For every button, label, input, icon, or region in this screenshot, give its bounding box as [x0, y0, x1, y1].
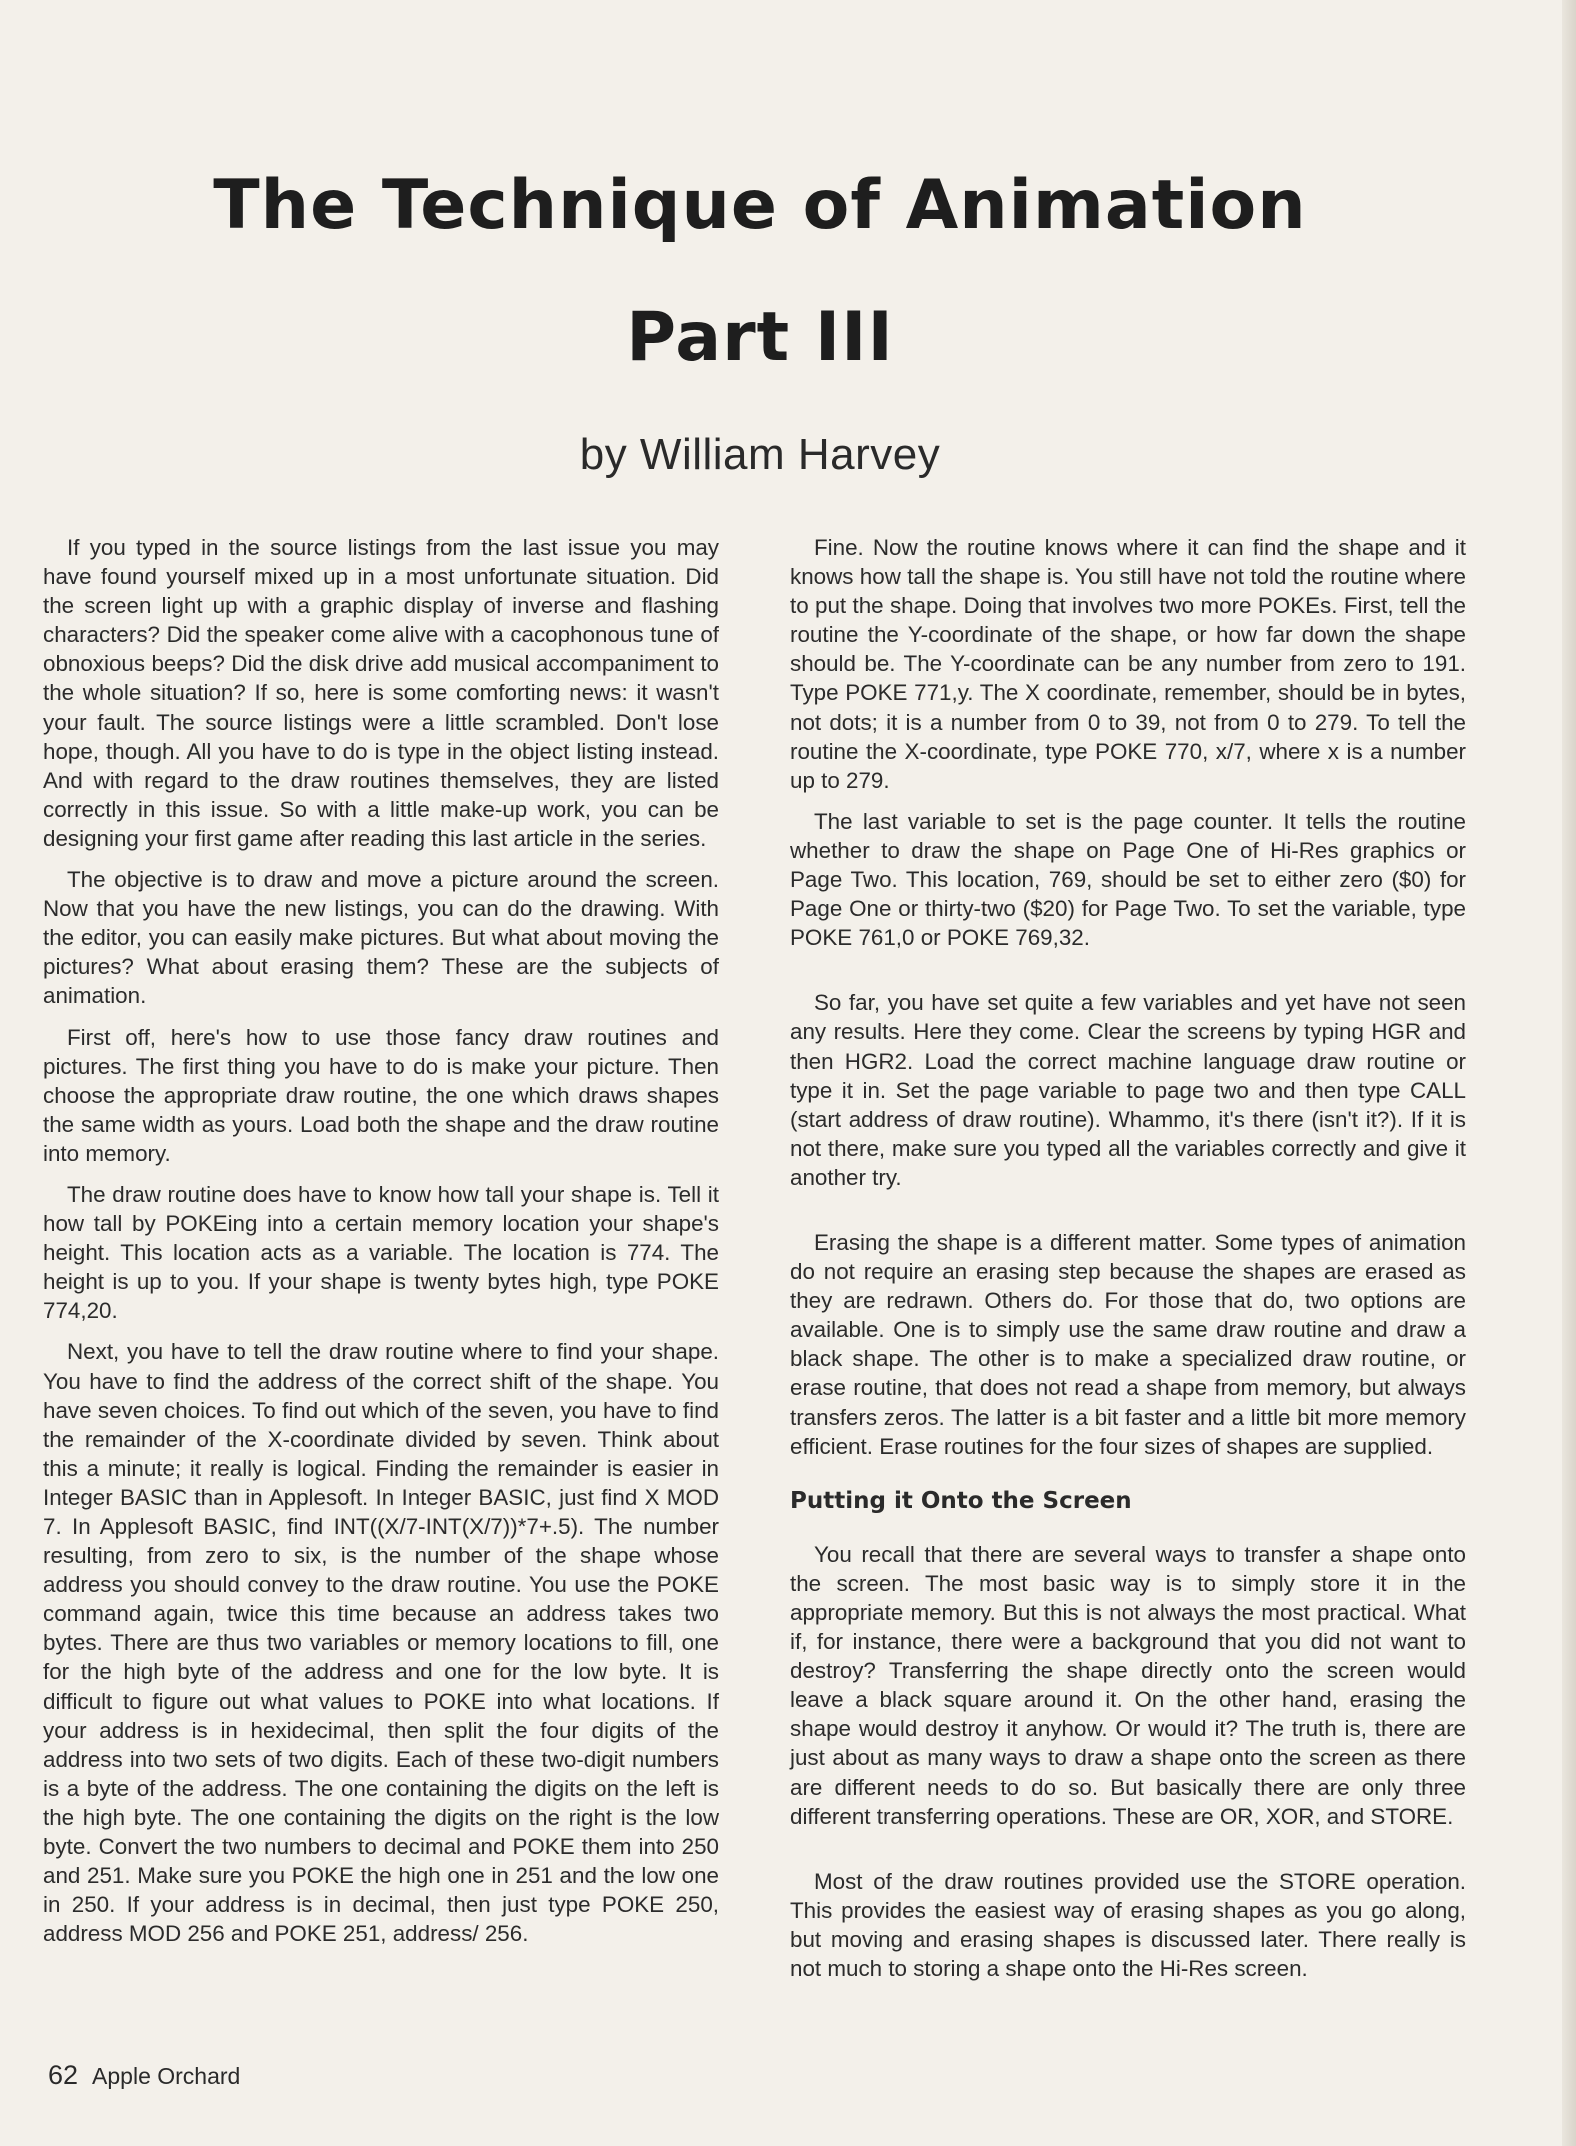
paragraph: Next, you have to tell the draw routine where to find your shape. You have to find the address of the correct shift of the shape. You have seven choices. To find out which of the seven, you have to find the remainder of the X-coordinate divided by seven. Think about this a minute; it really is logical. Finding the remainder is easier in Integer BASIC than in Applesoft. In Integer BASIC, just find X MOD 7. In Applesoft BASIC, find INT((X/7-INT(X/7))*7+.5). The number resulting, from zero to six, is the number of the shape whose address you should convey to the draw routine. You use the POKE command again, twice this time because an address takes two bytes. There are thus two variables or memory locations to fill, one for the high byte of the address and one for the low byte. It is difficult to figure out what values to POKE into what locations. If your address is in hexidecimal, then split the four digits of the address into two sets of two digits. Each of these two-digit numbers is a byte of the address. The one containing the digits on the left is the high byte. The one containing the digits on the right is the low byte. Convert the two numbers to decimal and POKE them into 250 and 251. Make sure you POKE the high one in 251 and the low one in 250. If your address is in decimal, then just type POKE 250, address MOD 256 and POKE 251, address/ 256. [43, 1339, 719, 1947]
page-footer [48, 2060, 240, 2091]
section-heading: Putting it Onto the Screen [790, 1487, 1132, 1514]
paragraph: Fine. Now the routine knows where it can find the shape and it knows how tall the shape is. You still have not told the routine where to put the shape. Doing that involves two more POKEs. First, tell the routine the Y-coordinate of the shape, or how far down the shape should be. The Y-coordinate can be any number from zero to 191. Type POKE 771,y. The X coordinate, remember, should be in bytes, not dots; it is a number from 0 to 39, not from 0 to 279. To tell the routine the X-coordinate, type POKE 770, x/7, where x is a number up to 279. [790, 535, 1466, 793]
paragraph: Most of the draw routines provided use the STORE operation. This provides the easiest way of erasing shapes as you go along, but moving and erasing shapes is discussed later. There really is not much to storing a shape onto the Hi-Res screen. [790, 1868, 1466, 1982]
left-column [43, 533, 719, 1960]
right-column [790, 533, 1466, 1995]
article-subtitle: Part III [626, 298, 894, 377]
paragraph: You recall that there are several ways to transfer a shape onto the screen. The most basic way is to simply store it in the appropriate memory. But this is not always the most practical. What if, for instance, there were a background that you did not want to destroy? Transferring the shape directly onto the screen would leave a black square around it. On the other hand, erasing the shape would destroy it anyhow. Or would it? The truth is, there are just about as many ways to draw a shape onto the screen as there are different needs to do so. But basically there are only three different transferring operations. These are OR, XOR, and STORE. [790, 1541, 1466, 1829]
paragraph: The last variable to set is the page counter. It tells the routine whether to draw the shape on Page One of Hi-Res graphics or Page Two. This location, 769, should be set to either zero ($0) for Page One or thirty-two ($20) for Page Two. To set the variable, type POKE 761,0 or POKE 769,32. [790, 808, 1466, 951]
paragraph: So far, you have set quite a few variables and yet have not seen any results. Here they come. Clear the screens by typing HGR and then HGR2. Load the correct machine language draw routine or type it in. Set the page variable to page two and then type CALL (start address of draw routine). Whammo, it's there (isn't it?). If it is not there, make sure you typed all the variables correctly and give it another try. [790, 990, 1466, 1190]
paragraph: First off, here's how to use those fancy draw routines and pictures. The first thing you have to do is make your picture. Then choose the appropriate draw routine, the one which draws shapes the same width as yours. Load both the shape and the draw routine into memory. [43, 1024, 719, 1166]
paragraph: The objective is to draw and move a picture around the screen. Now that you have the new listings, you can do the drawing. With the editor, you can easily make pictures. But what about moving the pictures? What about erasing them? These are the subjects of animation. [43, 867, 719, 1009]
paragraph: Erasing the shape is a different matter. Some types of animation do not require an erasing step because the shapes are erased as they are redrawn. Others do. For those that do, two options are available. One is to simply use the same draw routine and draw a black shape. The other is to make a specialized draw routine, or erase routine, that does not read a shape from memory, but always transfers zeros. The latter is a bit faster and a little bit more memory efficient. Erase routines for the four sizes of shapes are supplied. [790, 1229, 1466, 1459]
page-edge [1562, 0, 1576, 2146]
article-title: The Technique of Animation [213, 166, 1307, 245]
paragraph: The draw routine does have to know how tall your shape is. Tell it how tall by POKEing into a certain memory location your shape's height. This location acts as a variable. The location is 774. The height is up to you. If your shape is twenty bytes high, type POKE 774,20. [43, 1181, 719, 1324]
publication-name: Apple Orchard [92, 2063, 241, 2089]
paragraph: If you typed in the source listings from the last issue you may have found yourself mixed up in a most unfortunate situation. Did the screen light up with a graphic display of inverse and flashing characters? Did the speaker come alive with a cacophonous tune of obnoxious beeps? Did the disk drive add musical accompaniment to the whole situation? If so, here is some comforting news: it wasn't your fault. The source listings were a little scrambled. Don't lose hope, though. All you have to do is type in the object listing instead. And with regard to the draw routines themselves, they are listed correctly in this issue. So with a little make-up work, you can be designing your first game after reading this last article in the series. [43, 535, 719, 851]
page-number: 62 [48, 2060, 79, 2090]
author-byline: by William Harvey [579, 430, 941, 479]
